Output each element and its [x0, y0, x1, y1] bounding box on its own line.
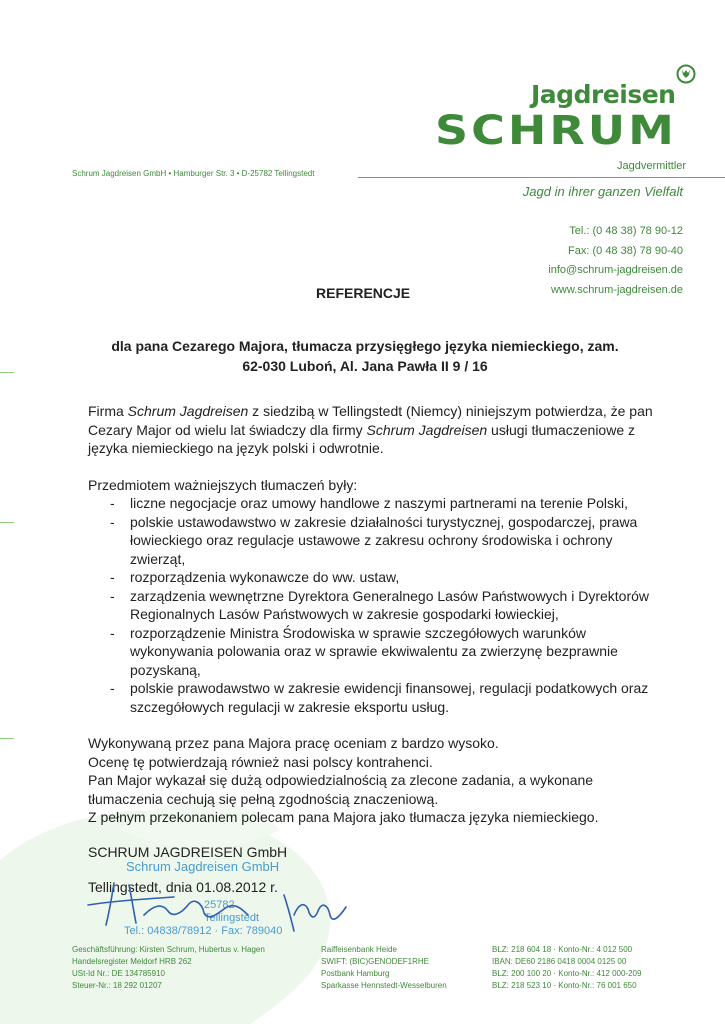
company-slogan: Jagd in ihrer ganzen Vielfalt	[522, 184, 683, 199]
list-item	[88, 513, 663, 569]
deer-logo-icon	[676, 64, 696, 84]
closing-line: Z pełnym przekonaniem polecam pana Majora jako tłumacza języka niemieckiego.	[88, 809, 599, 825]
closing-line: Pan Major wykazał się dużą odpowiedzialnością za zlecone zadania, a wykonane tłumaczenia cechują się pełną zgodnością znaczeniową.	[88, 772, 594, 807]
intro-text: usługi tłumaczeniowe z języka niemieckiego na język polski i odwrotnie.	[88, 421, 636, 456]
list-dash: -	[110, 569, 115, 585]
list-item-text: liczne negocjacje oraz umowy handlowe z naszymi partnerami na terenie Polski,	[130, 495, 629, 511]
translation-subjects-list	[88, 494, 663, 716]
signature-company: SCHRUM JAGDREISEN GmbH	[88, 844, 288, 860]
intro-text: Firma	[88, 403, 128, 419]
place-and-date: Tellingstedt, dnia 01.08.2012 r.	[88, 879, 278, 895]
footer-line: USt-Id Nr.: DE 134785910	[72, 969, 165, 978]
list-item	[88, 624, 663, 680]
list-item	[88, 679, 663, 716]
footer-line: BLZ: 218 604 18 · Konto-Nr.: 4 012 500	[492, 945, 633, 954]
footer-company-registration	[72, 944, 265, 992]
logo-brand: SCHRUM	[435, 106, 677, 154]
closing-line: Ocenę tę potwierdzają również nasi polscy kontrahenci.	[88, 753, 433, 770]
footer-bank-accounts	[492, 944, 641, 992]
document-subject	[60, 336, 670, 376]
list-item-text: rozporządzenia wykonawcze do ww. ustaw,	[130, 569, 400, 585]
footer-line: Geschäftsführung: Kirsten Schrum, Hubertus v. Hagen	[72, 945, 265, 954]
list-item	[88, 568, 663, 587]
stamp-line: Tel.: 04838/78912 · Fax: 789040	[124, 925, 283, 937]
list-intro: Przedmiotem ważniejszych tłumaczeń były:	[88, 476, 358, 493]
footer-line: Postbank Hamburg	[321, 969, 390, 978]
footer-line: Steuer-Nr.: 18 292 01207	[72, 981, 162, 990]
subject-line: 62-030 Luboń, Al. Jana Pawła II 9 / 16	[242, 358, 488, 374]
list-dash: -	[110, 495, 115, 511]
contact-fax: Fax: (0 48 38) 78 90-40	[568, 244, 683, 257]
intro-paragraph	[88, 402, 663, 458]
footer-line: Sparkasse Hennstedt-Wesselburen	[321, 981, 447, 990]
logo-wordmark: Jagdreisen	[531, 80, 676, 109]
letter-body	[88, 402, 663, 827]
footer-line: SWIFT: (BIC)GENODEF1RHE	[321, 957, 430, 966]
contact-block	[548, 222, 683, 300]
contact-tel: Tel.: (0 48 38) 78 90-12	[569, 225, 683, 237]
company-name-italic: Schrum Jagdreisen	[127, 403, 249, 419]
list-dash: -	[110, 680, 115, 696]
list-dash: -	[110, 624, 115, 641]
list-dash: -	[110, 587, 115, 604]
sender-address-line: Schrum Jagdreisen GmbH • Hamburger Str. 3 • D-25782 Tellingstedt	[72, 169, 315, 178]
fold-mark	[0, 738, 14, 739]
logo-subtitle: Jagdvermittler	[617, 160, 687, 172]
footer-line: Handelsregister Meldorf HRB 262	[72, 957, 192, 966]
list-item-text: rozporządzenie Ministra Środowiska w sprawie szczegółowych warunków wykonywania polowania oraz w sprawie ekwiwalentu za zwierzynę bezprawnie pozyskaną,	[130, 624, 618, 678]
list-item	[88, 494, 663, 513]
list-item	[88, 587, 663, 624]
letterhead-divider	[358, 177, 725, 178]
document-title: REFERENCJE	[316, 285, 411, 301]
handwritten-signature	[84, 875, 354, 935]
footer-line: BLZ: 200 100 20 · Konto-Nr.: 412 000-209	[492, 969, 642, 978]
footer-banks	[321, 944, 447, 992]
list-dash: -	[110, 513, 115, 530]
footer-line: Raiffeisenbank Heide	[321, 945, 397, 954]
closing-line: Wykonywaną przez pana Majora pracę oceniam z bardzo wysoko.	[88, 735, 499, 751]
company-name-italic: Schrum Jagdreisen	[366, 421, 488, 438]
contact-website: www.schrum-jagdreisen.de	[550, 283, 683, 296]
stamp-line: Schrum Jagdreisen GmbH	[126, 859, 280, 874]
fold-mark	[0, 372, 14, 373]
contact-email: info@schrum-jagdreisen.de	[548, 264, 683, 276]
list-item-text: polskie ustawodawstwo w zakresie działalności turystycznej, gospodarczej, prawa łowieckiego oraz regulacje ustawowe z zakresu ochrony środowiska i ochrony zwierząt,	[130, 513, 638, 567]
subject-line: dla pana Cezarego Majora, tłumacza przysięgłego języka niemieckiego, zam.	[111, 338, 619, 354]
list-item-text: polskie prawodawstwo w zakresie ewidencji finansowej, regulacji podatkowych oraz szczegółowych regulacji w zakresie eksportu usług.	[130, 680, 649, 715]
list-item-text: zarządzenia wewnętrzne Dyrektora Generalnego Lasów Państwowych i Dyrektorów Regionalnych Lasów Państwowych w zakresie gospodarki łowieckiej,	[130, 587, 650, 622]
stamp-line: 25782 Tellingstedt	[204, 899, 260, 924]
fold-mark	[0, 522, 14, 523]
intro-text: z siedzibą w Tellingstedt (Niemcy) niniejszym potwierdza, że pan Cezary Major od wielu lat świadczy dla firmy	[88, 403, 653, 438]
footer-line: BLZ: 218 523 10 · Konto-Nr.: 76 001 650	[492, 981, 637, 990]
footer-line: IBAN: DE60 2186 0418 0004 0125 00	[492, 957, 627, 966]
